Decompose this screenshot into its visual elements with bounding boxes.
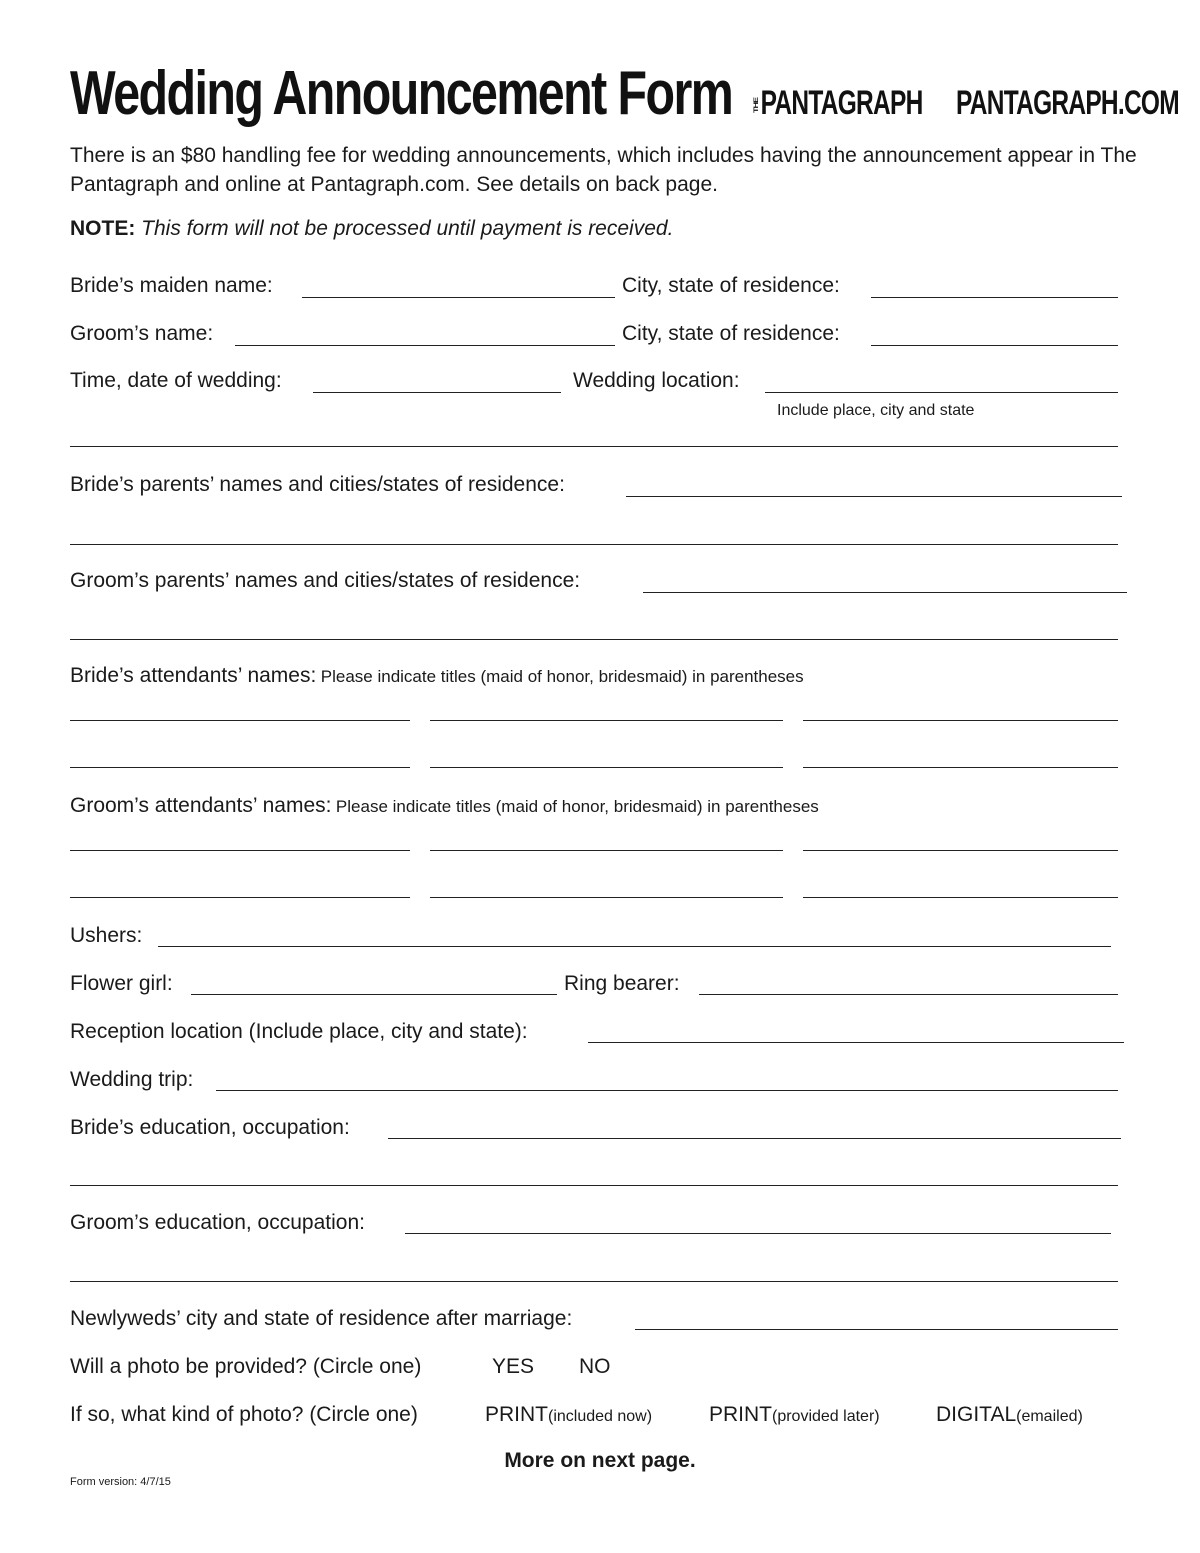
groom-attendant-field-2[interactable] [430, 850, 783, 851]
flower-girl-label: Flower girl: [70, 972, 173, 995]
time-date-label: Time, date of wedding: [70, 369, 282, 392]
bride-education-label: Bride’s education, occupation: [70, 1116, 350, 1139]
groom-parents-field-2[interactable] [70, 639, 1118, 640]
groom-name-label: Groom’s name: [70, 322, 214, 345]
form-title: Wedding Announcement Form [70, 59, 733, 128]
bride-attendants-hint: Please indicate titles (maid of honor, bridesmaid) in parentheses [320, 667, 804, 686]
bride-city-state-label: City, state of residence: [622, 274, 840, 297]
logo-the: THE [752, 97, 760, 113]
bride-maiden-name-label: Bride’s maiden name: [70, 274, 273, 297]
print-now-label: PRINT [485, 1403, 548, 1426]
groom-education-field[interactable] [405, 1233, 1111, 1234]
bride-attendant-field-4[interactable] [70, 767, 410, 768]
groom-attendant-field-3[interactable] [803, 850, 1118, 851]
bride-parents-field[interactable] [626, 496, 1122, 497]
wedding-location-field[interactable] [765, 392, 1118, 393]
pantagraph-logo [752, 84, 923, 123]
ring-bearer-label: Ring bearer: [564, 972, 680, 995]
form-version: Form version: 4/7/15 [70, 1476, 171, 1488]
groom-attendants-label: Groom’s attendants’ names: [70, 794, 332, 817]
groom-attendant-field-6[interactable] [803, 897, 1118, 898]
more-next-page: More on next page. [504, 1449, 696, 1472]
bride-attendant-field-2[interactable] [430, 720, 783, 721]
bride-education-field-2[interactable] [70, 1185, 1118, 1186]
groom-attendant-field-5[interactable] [430, 897, 783, 898]
reception-location-label: Reception location (Include place, city and state): [70, 1020, 528, 1043]
bride-attendants-heading [70, 664, 804, 688]
groom-city-state-label: City, state of residence: [622, 322, 840, 345]
print-later-option[interactable] [709, 1403, 880, 1427]
note [70, 217, 673, 241]
note-label: NOTE: [70, 217, 136, 240]
wedding-location-field-2[interactable] [70, 446, 1118, 447]
print-now-note: (included now) [548, 1408, 653, 1425]
bride-attendant-field-6[interactable] [803, 767, 1118, 768]
groom-attendant-field-1[interactable] [70, 850, 410, 851]
newlyweds-residence-field[interactable] [635, 1329, 1118, 1330]
bride-parents-label: Bride’s parents’ names and cities/states of residence: [70, 473, 565, 496]
pantagraph-site: PANTAGRAPH.COM [956, 84, 1179, 122]
digital-note: (emailed) [1016, 1408, 1083, 1425]
bride-attendant-field-3[interactable] [803, 720, 1118, 721]
wedding-location-hint: Include place, city and state [777, 402, 975, 419]
photo-no-option[interactable]: NO [579, 1355, 611, 1378]
print-now-option[interactable] [485, 1403, 652, 1427]
bride-education-field[interactable] [388, 1138, 1121, 1139]
groom-education-label: Groom’s education, occupation: [70, 1211, 365, 1234]
reception-location-field[interactable] [588, 1042, 1124, 1043]
groom-attendant-field-4[interactable] [70, 897, 410, 898]
bride-attendants-label: Bride’s attendants’ names: [70, 664, 317, 687]
photo-kind-label: If so, what kind of photo? (Circle one) [70, 1403, 418, 1426]
groom-attendants-hint: Please indicate titles (maid of honor, bridesmaid) in parentheses [335, 797, 819, 816]
wedding-location-label: Wedding location: [573, 369, 740, 392]
groom-parents-field[interactable] [643, 592, 1127, 593]
bride-attendant-field-1[interactable] [70, 720, 410, 721]
groom-name-field[interactable] [235, 345, 615, 346]
photo-yes-option[interactable]: YES [492, 1355, 535, 1378]
intro-text: There is an $80 handling fee for wedding announcements, which includes having the announcement appear in The Pantagraph and online at Pantagraph.com. See details on back page. [70, 144, 1137, 196]
groom-parents-label: Groom’s parents’ names and cities/states of residence: [70, 569, 581, 592]
note-text: This form will not be processed until payment is received. [141, 217, 674, 240]
time-date-field[interactable] [313, 392, 561, 393]
groom-attendants-heading [70, 794, 819, 818]
newlyweds-residence-label: Newlyweds’ city and state of residence after marriage: [70, 1307, 573, 1330]
print-later-label: PRINT [709, 1403, 772, 1426]
digital-label: DIGITAL [936, 1403, 1017, 1426]
bride-city-state-field[interactable] [871, 297, 1118, 298]
logo-name: PANTAGRAPH [760, 84, 923, 122]
ushers-label: Ushers: [70, 924, 143, 947]
bride-maiden-name-field[interactable] [302, 297, 615, 298]
flower-girl-field[interactable] [191, 994, 557, 995]
ring-bearer-field[interactable] [699, 994, 1118, 995]
digital-option[interactable] [936, 1403, 1083, 1427]
ushers-field[interactable] [158, 946, 1111, 947]
photo-provided-label: Will a photo be provided? (Circle one) [70, 1355, 422, 1378]
groom-education-field-2[interactable] [70, 1281, 1118, 1282]
wedding-trip-field[interactable] [216, 1090, 1118, 1091]
wedding-trip-label: Wedding trip: [70, 1068, 194, 1091]
bride-attendant-field-5[interactable] [430, 767, 783, 768]
bride-parents-field-2[interactable] [70, 544, 1118, 545]
groom-city-state-field[interactable] [871, 345, 1118, 346]
print-later-note: (provided later) [772, 1408, 880, 1425]
